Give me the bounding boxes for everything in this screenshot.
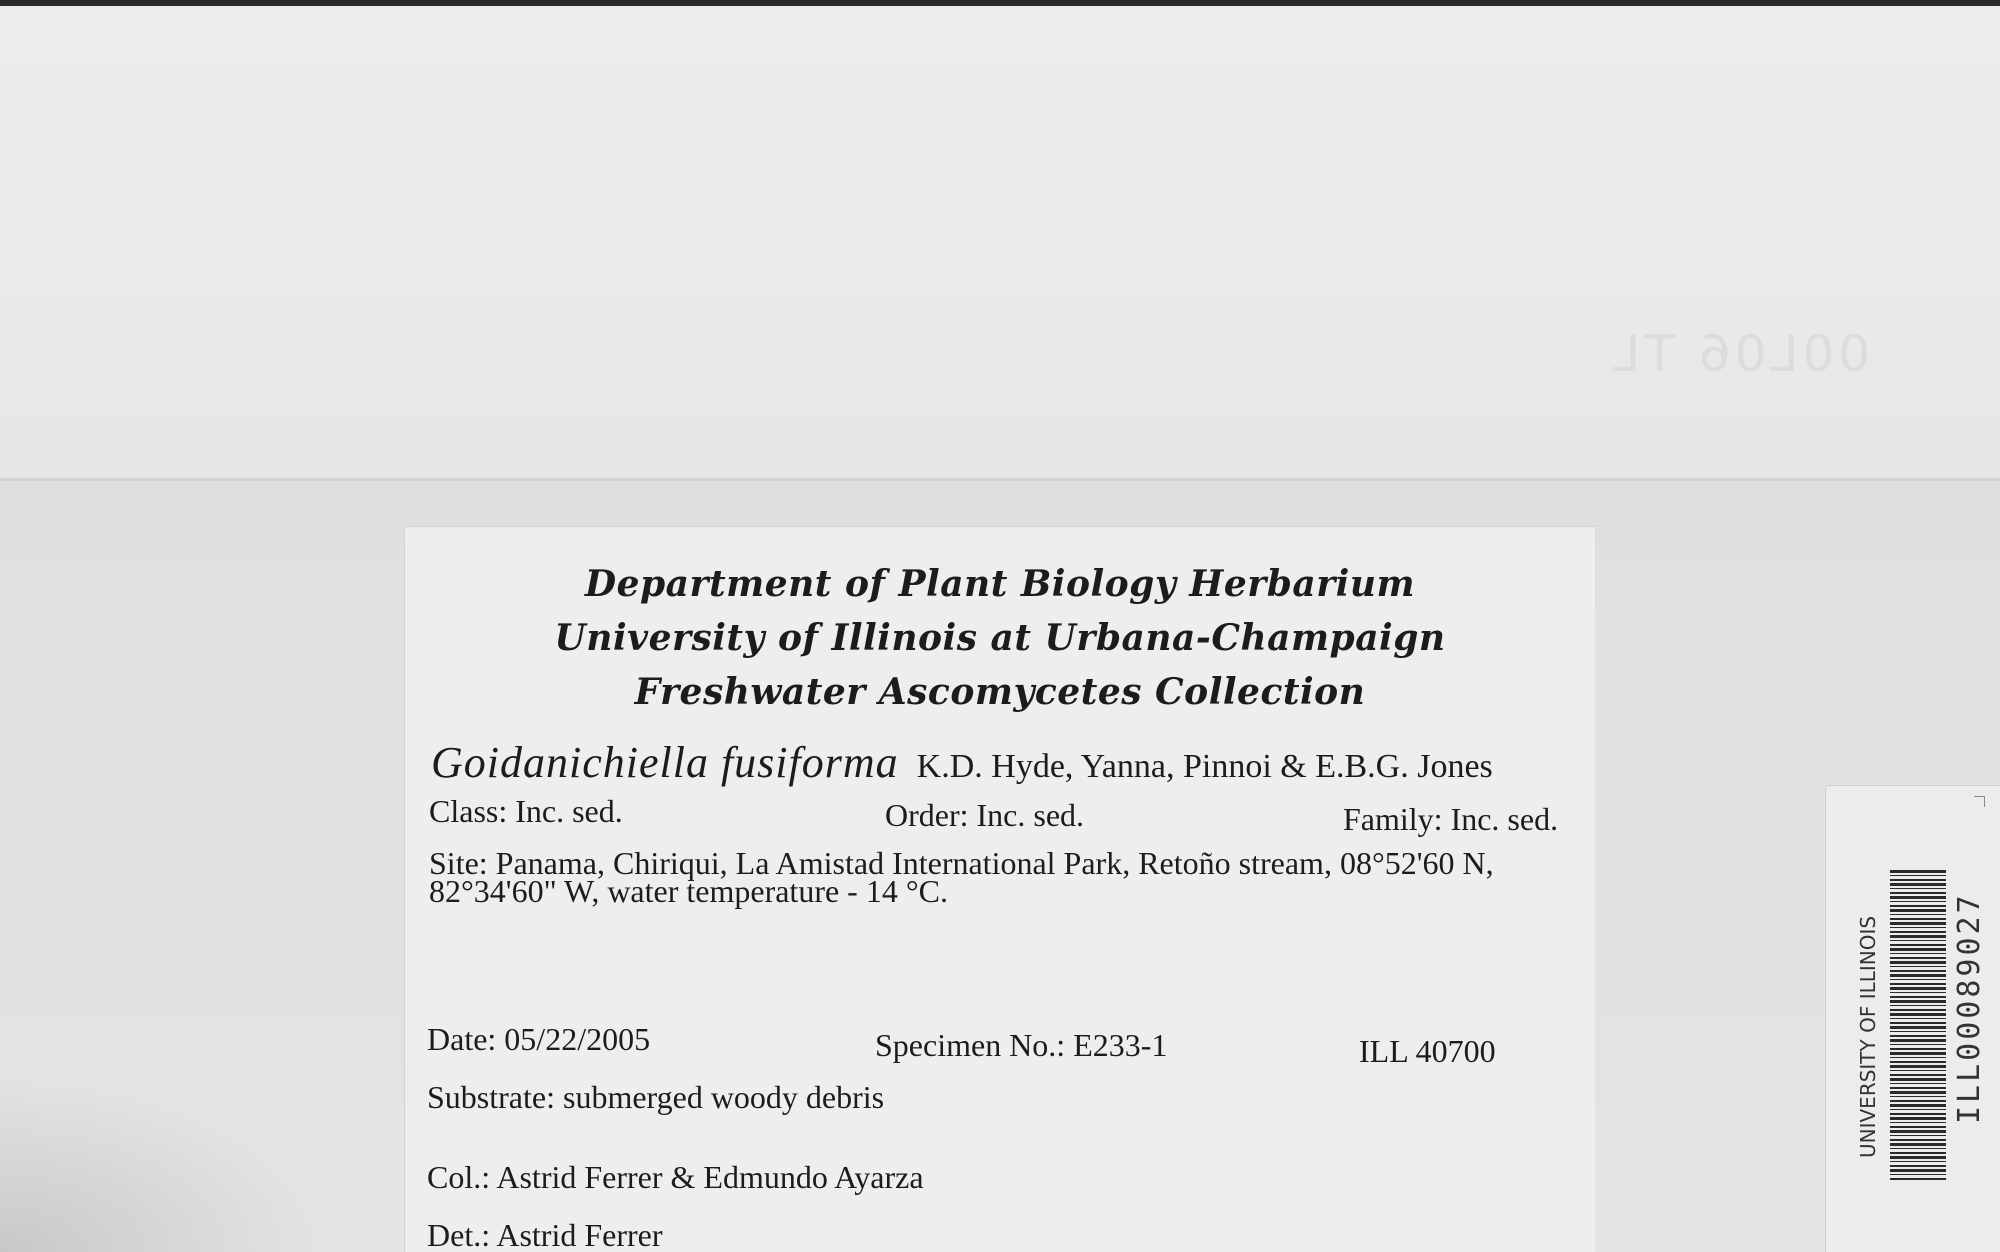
ill-accession-number: ILL 40700: [1359, 1033, 1496, 1069]
collector-field: Col.: Astrid Ferrer & Edmundo Ayarza: [427, 1159, 924, 1195]
label-header-university: University of Illinois at Urbana-Champaign: [554, 617, 1446, 659]
determiner-field: Det.: Astrid Ferrer: [427, 1217, 663, 1252]
specimen-number: Specimen No.: E233-1: [875, 1027, 1168, 1063]
label-header-collection: Freshwater Ascomycetes Collection: [634, 671, 1366, 713]
packet-flap: [0, 6, 2000, 480]
family-field: Family: Inc. sed.: [1343, 801, 1559, 837]
site-line-2: 82°34'60" W, water temperature - 14 °C.: [429, 873, 948, 909]
specimen-label: [405, 527, 1595, 1252]
substrate-field: Substrate: submerged woody debris: [427, 1079, 885, 1115]
order-field: Order: Inc. sed.: [885, 797, 1085, 833]
taxon-authors: K.D. Hyde, Yanna, Pinnoi & E.B.G. Jones: [916, 748, 1493, 785]
barcode-institution: UNIVERSITY OF ILLINOIS: [1856, 915, 1880, 1158]
barcode-icon: [1890, 870, 1946, 1182]
barcode-number: ILL00089027: [1952, 892, 1987, 1124]
faint-bleedthrough-writing: 00L06 TL: [1608, 325, 1870, 383]
label-header-department: Department of Plant Biology Herbarium: [584, 563, 1416, 605]
corner-shadow: [0, 1080, 320, 1252]
taxon-name: Goidanichiella fusiforma: [431, 738, 899, 787]
barcode-tag: [1826, 786, 2000, 1252]
site-line-1: Site: Panama, Chiriqui, La Amistad International Park, Retoño stream, 08°52'60 N,: [429, 845, 1494, 881]
taxon-line: [431, 737, 1493, 788]
class-field: Class: Inc. sed.: [429, 793, 623, 829]
tag-corner-mark: [1974, 796, 1985, 807]
collection-date: Date: 05/22/2005: [427, 1021, 651, 1057]
